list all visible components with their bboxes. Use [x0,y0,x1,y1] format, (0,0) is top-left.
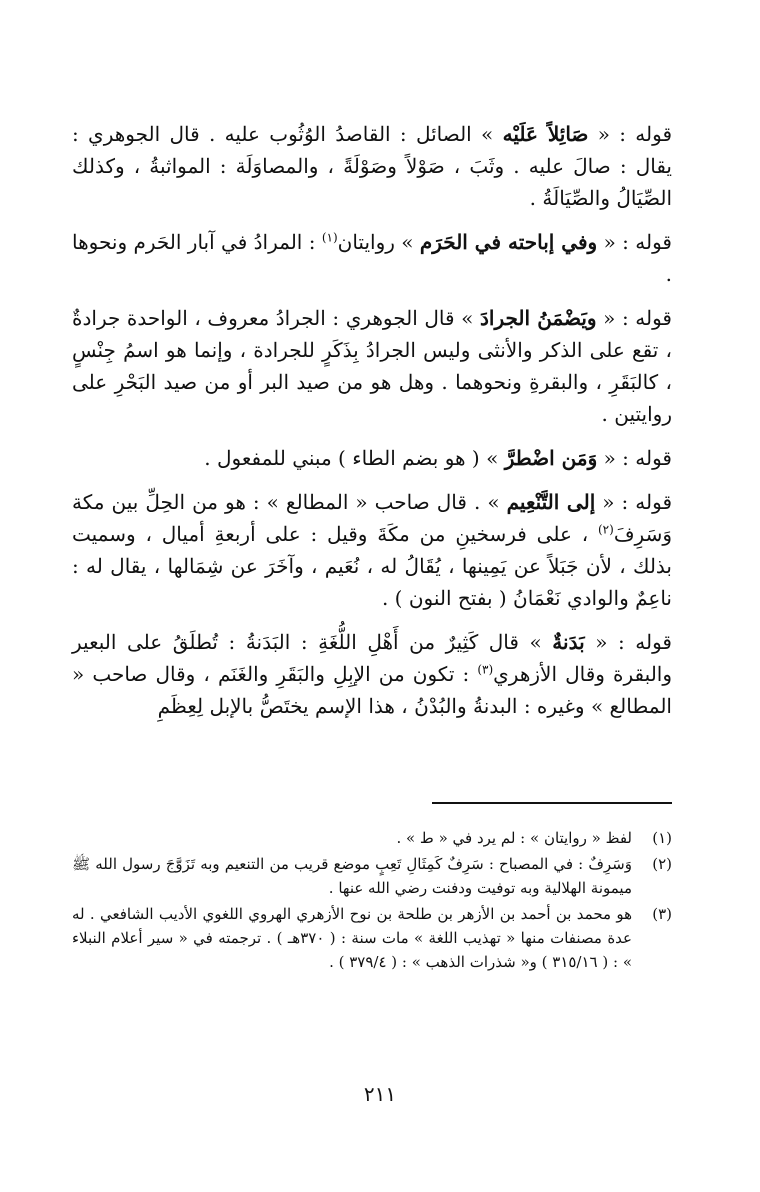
body-text: ، على فرسخينِ من مكَةَ وقيل : على أربعةِ أميال ، وسميت بذلك ، لأن جَبَلاً عن يَمِينها ، يُقَالُ له ، نُعَيم ، وآخَرَ عن شِمَالها ، يقال له : ناعِمٌ والوادي نَعْمَانُ ( بفتح النون ) . [72,522,672,610]
paragraph-6 [72,626,672,722]
lead-text: قوله : « [597,230,672,254]
body-text: » قال كَثِيرٌ من أَهْلِ اللُّغَةِ : البَدَنةُ : تُطلَقُ على البعير والبقرة وقال الأزهري [72,630,672,686]
footnote-marker: (١) [321,230,338,245]
footnote-marker: (٢) [597,522,614,537]
headword: ويَضْمَنُ الجرادَ [479,306,597,330]
body-text: » روايتان [337,230,420,254]
footnotes [72,826,672,976]
footnote-divider [432,802,672,804]
footnote-text: وَسَرِفٌ : في المصباح : سَرِفٌ كَمِثَالِ تَعِبٍ موضع قريب من التنعيم وبه تَزَوَّجَ رسول الله ﷺ ميمونة الهلالية وبه توفيت ودفنت رضي الله عنها . [72,855,632,897]
body-text: » الصائل : القاصدُ الوُثُوب عليه . قال الجوهري : يقال : صالَ عليه . وثَبَ ، صَوْلاً وصَوْلَةً ، والمصاوَلَة : المواثبةُ ، وكذلك الصِّيَالُ والصِّيَالَةُ . [72,122,672,210]
body-text: : المرادُ في آبار الحَرم ونحوها . [72,230,672,286]
footnote [72,852,672,900]
headword: صَائِلاً عَلَيْه [502,122,589,146]
paragraph-2 [72,226,672,290]
headword: وَمَن اضْطرَّ [504,446,598,470]
body-text: : تكون من الإبِلِ والبَقَرِ والغَنَم ، وقال صاحب « المطالع » وغيره : البدنةُ والبُدْنُ ، هذا الإسم يختَصُّ بالإبل لِعِظَمِ [72,662,672,718]
lead-text: قوله : « [596,306,672,330]
main-text [72,118,672,722]
lead-text: قوله : « [584,630,672,654]
footnote-number: (٣) [652,905,672,923]
footnote-marker: (٣) [477,662,494,677]
footnote-number: (٢) [652,855,672,873]
footnote-text: هو محمد بن أحمد بن الأزهر بن طلحة بن نوح الأزهري الهروي اللغوي الأديب الشافعي . له عدة مصنفات منها « تهذيب اللغة » مات سنة : ( ٣٧٠هـ ) . ترجمته في « سير أعلام النبلاء » : ( ٣١٥/١٦ ) و« شذرات الذهب » : ( ٣٧٩/٤ ) . [72,905,632,971]
body-text: » ( هو بضم الطاء ) مبني للمفعول . [204,446,505,470]
paragraph-4 [72,442,672,474]
headword: وفي إباحته في الحَرَم [419,230,598,254]
headword: بَدَنةٌ [552,630,585,654]
footnote [72,826,672,850]
footnote-text: لفظ « روايتان » : لم يرد في « ط » . [396,829,632,847]
body-text: » . قال صاحب « المطالع » : هو من الحِلِّ بين مكة وَسَرِفَ [72,490,672,546]
paragraph-3 [72,302,672,430]
page-number: ٢١١ [363,1082,397,1106]
headword: إلى التَّنْعِيم [506,490,596,514]
lead-text: قوله : « [588,122,673,146]
footnote-number: (١) [652,829,672,847]
lead-text: قوله : « [595,490,673,514]
body-text: » قال الجوهري : الجرادُ معروف ، الواحدة جرادةٌ ، تقع على الذكر والأنثى وليس الجرادُ بِذَكَرٍ للجرادة ، وإنما هو اسمُ جِنْسٍ ، كالبَقَرِ ، والبقرةِ ونحوهما . وهل هو من صيد البر أو من صيد البَحْرِ على روايتين . [72,306,672,426]
lead-text: قوله : « [597,446,672,470]
footnote [72,902,672,974]
paragraph-1 [72,118,672,214]
paragraph-5 [72,486,672,614]
